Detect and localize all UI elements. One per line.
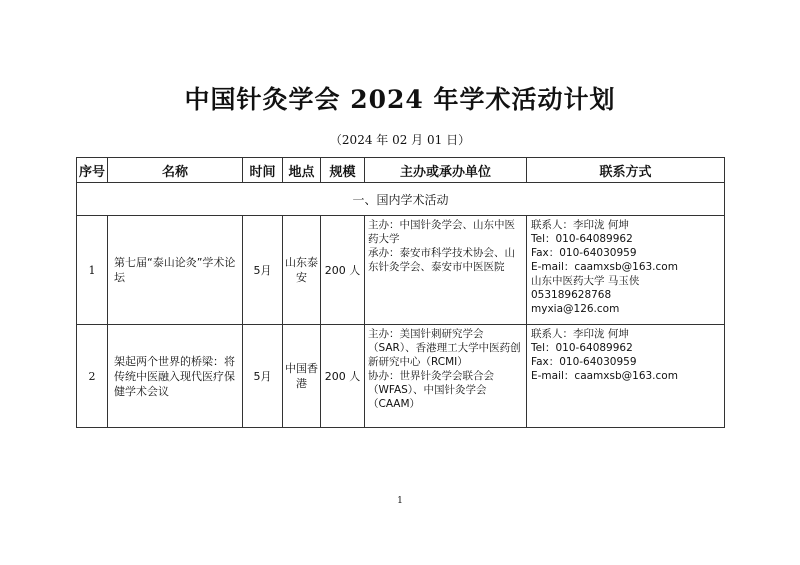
page-number: 1	[397, 496, 403, 506]
contact-line: 山东中医药大学 马玉侠	[531, 275, 640, 287]
event-contact	[527, 325, 725, 428]
contact-email[interactable]: E-mail：caamxsb@163.com	[531, 370, 678, 382]
section-row	[77, 183, 725, 216]
event-name: 第七届“泰山论灸”学术论坛	[108, 216, 243, 325]
row-number: 2	[77, 325, 108, 428]
header-name: 名称	[108, 158, 243, 183]
contact-line: Tel：010-64089962	[531, 342, 633, 354]
event-time: 5月	[243, 325, 283, 428]
contact-email[interactable]: myxia@126.com	[531, 303, 620, 315]
organizer-line: 协办：世界针灸学会联合会（WFAS）、中国针灸学会（CAAM）	[368, 370, 494, 410]
section-title: 一、国内学术活动	[77, 183, 725, 216]
row-number: 1	[77, 216, 108, 325]
contact-line: Fax：010-64030959	[531, 247, 637, 259]
event-place: 中国香港	[283, 325, 321, 428]
header-time: 时间	[243, 158, 283, 183]
event-organizer	[365, 325, 527, 428]
event-scale: 200 人	[321, 325, 365, 428]
event-time: 5月	[243, 216, 283, 325]
organizer-line: 主办：中国针灸学会、山东中医药大学	[368, 219, 515, 245]
contact-email[interactable]: E-mail：caamxsb@163.com	[531, 261, 678, 273]
table-row	[77, 325, 725, 428]
document-date: （2024 年 02 月 01 日）	[329, 133, 471, 147]
event-name: 架起两个世界的桥梁：将传统中医融入现代医疗保健学术会议	[108, 325, 243, 428]
document-title: 中国针灸学会 2024 年学术活动计划	[184, 85, 616, 114]
header-contact: 联系方式	[527, 158, 725, 183]
event-organizer	[365, 216, 527, 325]
event-contact	[527, 216, 725, 325]
event-scale: 200 人	[321, 216, 365, 325]
organizer-line: 承办：泰安市科学技术协会、山东针灸学会、泰安市中医医院	[368, 247, 515, 273]
header-number: 序号	[77, 158, 108, 183]
contact-line: 053189628768	[531, 289, 612, 301]
contact-line: 联系人：李印泷 何坤	[531, 219, 629, 231]
organizer-line: 主办：美国针刺研究学会（SAR）、香港理工大学中医药创新研究中心（RCMI）	[368, 328, 521, 368]
contact-line: Tel：010-64089962	[531, 233, 633, 245]
activity-plan-table	[76, 157, 725, 428]
table-header-row	[77, 158, 725, 183]
header-organizer: 主办或承办单位	[365, 158, 527, 183]
contact-line: 联系人：李印泷 何坤	[531, 328, 629, 340]
contact-line: Fax：010-64030959	[531, 356, 637, 368]
header-place: 地点	[283, 158, 321, 183]
table-row	[77, 216, 725, 325]
event-place: 山东泰安	[283, 216, 321, 325]
header-scale: 规模	[321, 158, 365, 183]
